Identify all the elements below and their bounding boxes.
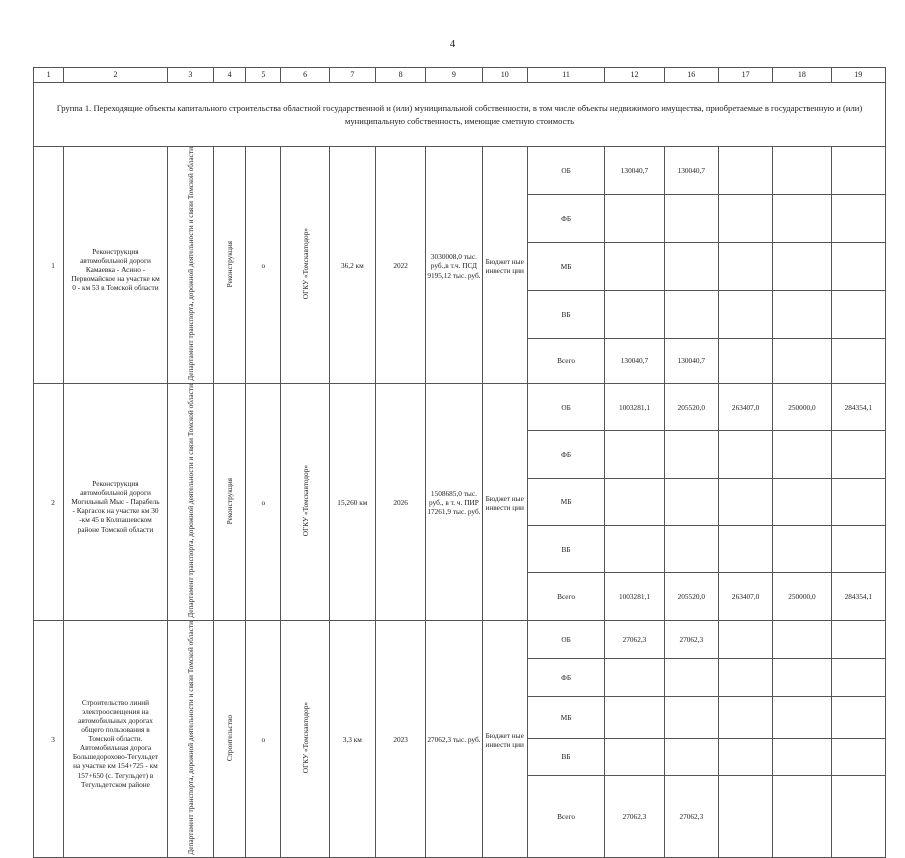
capacity: 3,3 км (329, 620, 375, 857)
investment-type: Бюджет ные инвести ции (482, 147, 527, 384)
amount-v19 (831, 658, 885, 696)
amount-v18 (773, 147, 831, 195)
amount-v17 (718, 242, 772, 290)
amount-v18 (773, 290, 831, 338)
amount-v18 (773, 739, 831, 776)
amount-v17 (718, 739, 772, 776)
amount-v17 (718, 431, 772, 478)
amount-v16: 130040,7 (664, 147, 718, 195)
amount-v18 (773, 775, 831, 857)
budget-label: ВБ (527, 290, 604, 338)
amount-v17 (718, 620, 772, 658)
customer-text: ОГКУ «Томскавтодор» (300, 465, 310, 537)
object-name: Строительство линий электроосвещения на автомобильных дорогах общего пользования в Томской области. Автомобильная дорога Большедорохово-Тегульдет на участке км 154+725 - км 157+650 (с. Тегульдет) в Тегульдетском районе (64, 620, 168, 857)
capacity: 15,260 км (329, 383, 375, 620)
budget-label: ФБ (527, 658, 604, 696)
table-row (34, 383, 886, 430)
column-number: 7 (329, 68, 375, 83)
amount-v12 (605, 431, 664, 478)
column-number: 4 (214, 68, 246, 83)
work-type (214, 620, 246, 857)
amount-v12 (605, 242, 664, 290)
amount-v12 (605, 478, 664, 525)
amount-v19: 284354,1 (831, 383, 885, 430)
col5-marker: о (246, 147, 281, 384)
capital-construction-table (33, 67, 886, 858)
investment-type: Бюджет ные инвести ции (482, 383, 527, 620)
amount-v19 (831, 696, 885, 738)
department (167, 620, 213, 857)
capacity: 36,2 км (329, 147, 375, 384)
work-type-text: Строительство (225, 714, 235, 761)
amount-v16 (664, 431, 718, 478)
col5-marker: о (246, 620, 281, 857)
amount-v18 (773, 431, 831, 478)
amount-v17 (718, 194, 772, 242)
amount-v19 (831, 775, 885, 857)
amount-v18 (773, 338, 831, 383)
amount-v19 (831, 338, 885, 383)
amount-v18 (773, 242, 831, 290)
budget-label: МБ (527, 478, 604, 525)
table-row (34, 147, 886, 195)
amount-v16: 205520,0 (664, 573, 718, 620)
amount-v18 (773, 194, 831, 242)
amount-v16: 27062,3 (664, 620, 718, 658)
object-number: 3 (34, 620, 64, 857)
column-number: 11 (527, 68, 604, 83)
amount-v19 (831, 739, 885, 776)
budget-label: ОБ (527, 383, 604, 430)
amount-v19 (831, 290, 885, 338)
amount-v12: 130040,7 (605, 338, 664, 383)
customer (281, 147, 329, 384)
year: 2022 (375, 147, 425, 384)
column-number: 1 (34, 68, 64, 83)
amount-v17 (718, 478, 772, 525)
amount-v19 (831, 478, 885, 525)
amount-v12: 27062,3 (605, 775, 664, 857)
amount-v17 (718, 696, 772, 738)
column-number: 9 (426, 68, 482, 83)
page-number: 4 (449, 38, 456, 50)
estimated-cost: 1508685,0 тыс. руб., в т. ч. ПИР 17261,9 тыс. руб. (426, 383, 482, 620)
customer (281, 383, 329, 620)
amount-v12: 1003281,1 (605, 573, 664, 620)
table-row (34, 620, 886, 658)
column-number: 18 (773, 68, 831, 83)
column-number-row (34, 68, 886, 83)
budget-label: МБ (527, 242, 604, 290)
year: 2026 (375, 383, 425, 620)
budget-label: ВБ (527, 739, 604, 776)
amount-v16 (664, 658, 718, 696)
department-text: Департамент транспорта, дорожной деятельности и связи Томской области (185, 620, 195, 855)
amount-v17 (718, 338, 772, 383)
amount-v16 (664, 526, 718, 573)
column-number: 12 (605, 68, 664, 83)
budget-label: ФБ (527, 194, 604, 242)
group-title: Группа 1. Переходящие объекты капитального строительства областной государственной и (или) муниципальной собственности, в том числе объекты недвижимого имущества, приобретаемые в государственную и (или) муниципальную собственность, имеющие сметную стоимость (34, 83, 886, 147)
budget-label: ОБ (527, 147, 604, 195)
department-text: Департамент транспорта, дорожной деятельности и связи Томской области (185, 147, 195, 381)
customer (281, 620, 329, 857)
amount-v17 (718, 290, 772, 338)
amount-v18: 250000,0 (773, 573, 831, 620)
amount-v18 (773, 526, 831, 573)
budget-label: ФБ (527, 431, 604, 478)
investment-type: Бюджет ные инвести ции (482, 620, 527, 857)
budget-label: ОБ (527, 620, 604, 658)
column-number: 10 (482, 68, 527, 83)
amount-v19 (831, 147, 885, 195)
column-number: 3 (167, 68, 213, 83)
amount-v12 (605, 739, 664, 776)
object-number: 1 (34, 147, 64, 384)
estimated-cost: 3030008,0 тыс. руб.,в т.ч. ПСД 9195,12 тыс. руб. (426, 147, 482, 384)
amount-v12 (605, 696, 664, 738)
amount-v17: 263407,0 (718, 383, 772, 430)
work-type (214, 383, 246, 620)
object-number: 2 (34, 383, 64, 620)
column-number: 8 (375, 68, 425, 83)
budget-label: Всего (527, 775, 604, 857)
column-number: 19 (831, 68, 885, 83)
amount-v16 (664, 194, 718, 242)
amount-v19 (831, 194, 885, 242)
amount-v12 (605, 290, 664, 338)
customer-text: ОГКУ «Томскавтодор» (300, 228, 310, 300)
amount-v18 (773, 696, 831, 738)
department (167, 383, 213, 620)
amount-v12: 27062,3 (605, 620, 664, 658)
amount-v12 (605, 658, 664, 696)
amount-v17 (718, 526, 772, 573)
column-number: 16 (664, 68, 718, 83)
estimated-cost: 27062,3 тыс. руб. (426, 620, 482, 857)
column-number: 6 (281, 68, 329, 83)
amount-v16: 130040,7 (664, 338, 718, 383)
budget-label: Всего (527, 573, 604, 620)
work-type-text: Реконструкция (225, 240, 235, 288)
amount-v12 (605, 194, 664, 242)
amount-v12: 1003281,1 (605, 383, 664, 430)
amount-v16: 27062,3 (664, 775, 718, 857)
column-number: 2 (64, 68, 168, 83)
amount-v17 (718, 658, 772, 696)
amount-v18 (773, 478, 831, 525)
amount-v18 (773, 658, 831, 696)
object-name: Реконструкция автомобильной дороги Камаевка - Асино - Первомайское на участке км 0 - км 53 в Томской области (64, 147, 168, 384)
customer-text: ОГКУ «Томскавтодор» (300, 702, 310, 774)
budget-label: ВБ (527, 526, 604, 573)
work-type-text: Реконструкция (225, 477, 235, 524)
column-number: 5 (246, 68, 281, 83)
amount-v16 (664, 739, 718, 776)
budget-label: МБ (527, 696, 604, 738)
amount-v16 (664, 242, 718, 290)
year: 2023 (375, 620, 425, 857)
amount-v12: 130040,7 (605, 147, 664, 195)
work-type (214, 147, 246, 384)
amount-v19 (831, 242, 885, 290)
amount-v16: 205520,0 (664, 383, 718, 430)
department (167, 147, 213, 384)
amount-v12 (605, 526, 664, 573)
object-name: Реконструкция автомобильной дороги Могильный Мыс - Парабель - Каргасок на участке км 30 -км 45 в Колпашевском районе Томской области (64, 383, 168, 620)
amount-v18 (773, 620, 831, 658)
department-text: Департамент транспорта, дорожной деятельности и связи Томской области (185, 383, 195, 618)
col5-marker: о (246, 383, 281, 620)
column-number: 17 (718, 68, 772, 83)
budget-label: Всего (527, 338, 604, 383)
amount-v16 (664, 290, 718, 338)
amount-v17 (718, 775, 772, 857)
amount-v16 (664, 478, 718, 525)
group-title-row (34, 83, 886, 147)
amount-v19 (831, 526, 885, 573)
amount-v17: 263407,0 (718, 573, 772, 620)
amount-v17 (718, 147, 772, 195)
amount-v18: 250000,0 (773, 383, 831, 430)
amount-v19 (831, 431, 885, 478)
amount-v19: 284354,1 (831, 573, 885, 620)
amount-v16 (664, 696, 718, 738)
amount-v19 (831, 620, 885, 658)
